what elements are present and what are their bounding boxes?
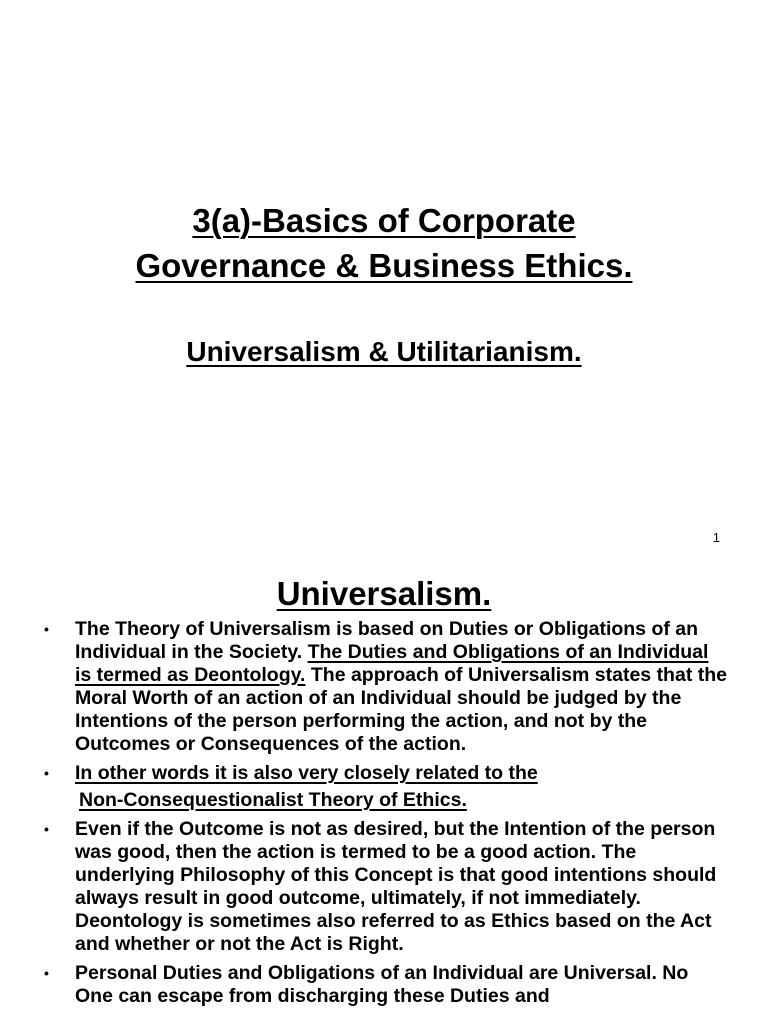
bullet-item-1 <box>0 618 768 756</box>
bullet-4-text: Personal Duties and Obligations of an Individual are Universal. No One can escape from discharging these Duties and <box>75 962 689 1007</box>
bullet-1-underlined-text: The Duties and Obligations of an Individual is termed as Deontology. <box>75 641 709 686</box>
bullet-1-text-part-1: The Theory of Universalism is based on Duties or Obligations of an Individual in the Society. <box>75 618 699 663</box>
slide-subtitle: Universalism & Utilitarianism. <box>186 336 582 367</box>
section-heading: Universalism. <box>276 575 492 612</box>
bullet-list <box>0 618 768 1014</box>
bullet-item-4 <box>0 962 768 1008</box>
slide-title-line-2: Governance & Business Ethics. <box>135 247 633 284</box>
bullet-item-3 <box>0 818 768 956</box>
bullet-dot-icon: • <box>44 621 49 637</box>
bullet-2-line-1: In other words it is also very closely related to the <box>75 762 538 784</box>
bullet-dot-icon: • <box>44 965 49 981</box>
bullet-2-line-2: Non-Consequestionalist Theory of Ethics. <box>79 789 467 811</box>
slide-title-line-1: 3(a)-Basics of Corporate <box>192 202 576 239</box>
bullet-dot-icon: • <box>44 821 49 837</box>
bullet-item-2 <box>0 762 768 812</box>
slide-2 <box>0 560 768 1024</box>
bullet-3-text: Even if the Outcome is not as desired, but the Intention of the person was good, then the action is termed to be a good action. The underlying Philosophy of this Concept is that good intentions should always result in good outcome, ultimately, if not immediately. Deontology is sometimes also referred to as Ethics based on the Act and whether or not the Act is Right. <box>75 818 717 955</box>
bullet-dot-icon: • <box>44 765 49 781</box>
bullet-1-text-part-3: The approach of Universalism states that the Moral Worth of an action of an Individual should be judged by the Intentions of the person performing the action, and not by the Outcomes or Consequences of the action. <box>75 664 727 755</box>
page-number: 1 <box>712 530 720 545</box>
